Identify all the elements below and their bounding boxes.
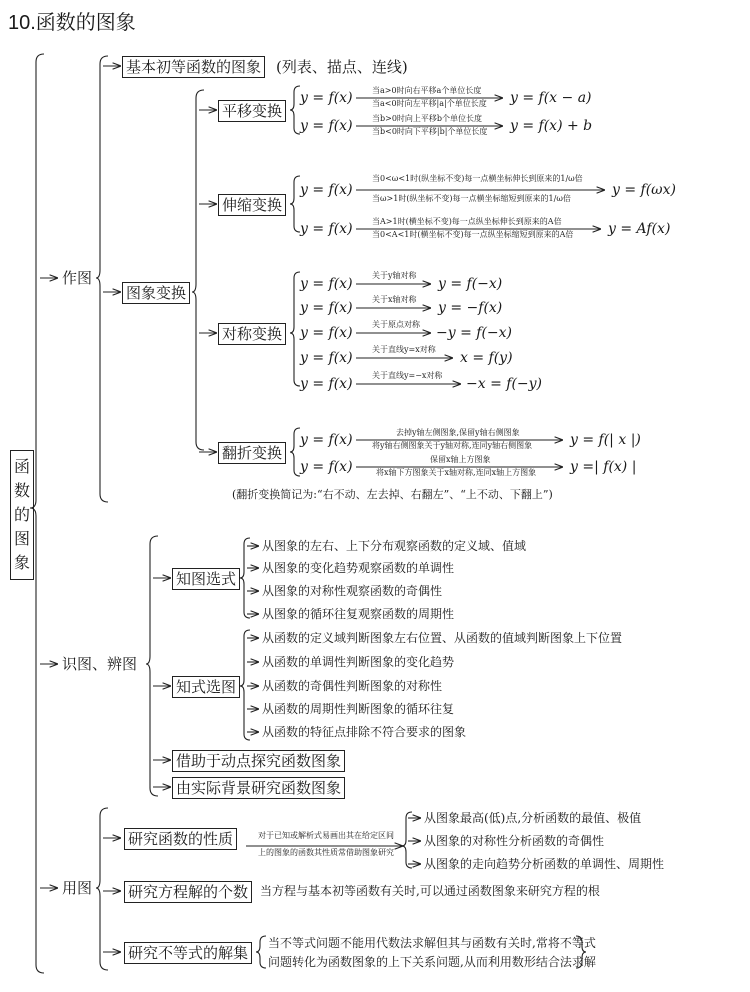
pingyi-r1-rhs: y = f(x − a) <box>510 90 592 106</box>
shensuo-r2-rhs: y = Af(x) <box>608 221 671 237</box>
shensuo-r2-top: 当A>1时(横坐标不变)每一点纵坐标伸长到原来的A倍 <box>372 217 562 226</box>
node-xingzhi: 研究函数的性质 <box>124 828 237 850</box>
duichen-r2-rhs: y = −f(x) <box>438 300 503 316</box>
zhishi-item-1: 从函数的定义域判断图象左右位置、从函数的值域判断图象上下位置 <box>262 631 623 645</box>
zhishi-item-3: 从函数的奇偶性判断图象的对称性 <box>262 679 443 693</box>
duichen-r5-rhs: −x = f(−y) <box>466 376 543 392</box>
xingzhi-item-3: 从图象的走向趋势分析函数的单调性、周期性 <box>424 857 665 871</box>
shensuo-r2-bottom: 当0<A<1时(横坐标不变)每一点纵坐标缩短到原来的A倍 <box>372 230 574 239</box>
duichen-r1-top: 关于y轴对称 <box>372 271 417 280</box>
duichen-r5-top: 关于直线y=−x对称 <box>372 371 443 380</box>
pingyi-r2-top: 当b>0时向上平移b个单位长度 <box>372 114 483 123</box>
node-shitu: 识图、辨图 <box>62 655 138 673</box>
node-fanzhe: 翻折变换 <box>218 442 286 464</box>
fanzhe-r1-bottom: 将y轴右侧图象关于y轴对称,连同y轴右侧图象 <box>372 441 533 450</box>
node-zhishi-xuantu: 知式选图 <box>172 676 240 698</box>
node-shiji-beijing: 由实际背景研究函数图象 <box>172 777 345 799</box>
duichen-r2-lhs: y = f(x) <box>300 300 353 316</box>
node-dongdian: 借助于动点探究函数图象 <box>172 750 345 772</box>
zhitu-item-4: 从图象的循环往复观察函数的周期性 <box>262 607 455 621</box>
root-node: 函数的图象 <box>10 450 34 580</box>
fanzhe-r1-top: 去掉y轴左侧图象,保留y轴右侧图象 <box>396 428 520 437</box>
duichen-r1-lhs: y = f(x) <box>300 276 353 292</box>
zhitu-item-3: 从图象的对称性观察函数的奇偶性 <box>262 584 443 598</box>
duichen-r3-lhs: y = f(x) <box>300 325 353 341</box>
pingyi-r1-bottom: 当a<0时向左平移|a|个单位长度 <box>372 99 487 108</box>
fanzhe-r1-rhs: y = f(| x |) <box>570 432 641 448</box>
shensuo-r1-lhs: y = f(x) <box>300 182 353 198</box>
page-title: 10.函数的图象 <box>8 12 136 34</box>
duichen-r3-rhs: −y = f(−x) <box>436 325 513 341</box>
xingzhi-item-2: 从图象的对称性分析函数的奇偶性 <box>424 834 605 848</box>
duichen-r3-top: 关于原点对称 <box>372 320 420 329</box>
budengshi-text-1: 当不等式问题不能用代数法求解但其与函数有关时,常将不等式 <box>268 936 596 950</box>
zhishi-item-2: 从函数的单调性判断图象的变化趋势 <box>262 655 455 669</box>
duichen-r4-lhs: y = f(x) <box>300 350 353 366</box>
zhitu-item-2: 从图象的变化趋势观察函数的单调性 <box>262 561 455 575</box>
fanzhe-r2-top: 保留x轴上方图象 <box>430 455 491 464</box>
node-zuotu: 作图 <box>62 269 93 287</box>
pingyi-r2-bottom: 当b<0时向下平移|b|个单位长度 <box>372 127 488 136</box>
node-tuxiang-bianhuan: 图象变换 <box>122 282 190 304</box>
duichen-r4-top: 关于直线y=x对称 <box>372 345 436 354</box>
pingyi-r1-top: 当a>0时向右平移a个单位长度 <box>372 86 482 95</box>
basic-functions-note: (列表、描点、连线) <box>276 58 408 76</box>
fanzhe-r2-bottom: 将x轴下方图象关于x轴对称,连同x轴上方图象 <box>376 468 537 477</box>
zhishi-item-5: 从函数的特征点排除不符合要求的图象 <box>262 725 467 739</box>
xingzhi-note-1: 对于已知或解析式易画出其在给定区间 <box>258 831 394 840</box>
duichen-r1-rhs: y = f(−x) <box>438 276 503 292</box>
fanzhe-r2-lhs: y = f(x) <box>300 459 353 475</box>
fangcheng-text: 当方程与基本初等函数有关时,可以通过函数图象来研究方程的根 <box>260 884 600 898</box>
node-fangcheng: 研究方程解的个数 <box>124 881 252 903</box>
zhitu-item-1: 从图象的左右、上下分布观察函数的定义域、值域 <box>262 539 527 553</box>
fanzhe-r2-rhs: y =| f(x) | <box>570 459 637 475</box>
node-budengshi: 研究不等式的解集 <box>124 942 252 964</box>
pingyi-r2-lhs: y = f(x) <box>300 118 353 134</box>
shensuo-r1-rhs: y = f(ωx) <box>612 182 676 198</box>
node-shensuo: 伸缩变换 <box>218 194 286 216</box>
pingyi-r2-rhs: y = f(x) + b <box>510 118 593 134</box>
shensuo-r2-lhs: y = f(x) <box>300 221 353 237</box>
xingzhi-item-1: 从图象最高(低)点,分析函数的最值、极值 <box>424 811 642 825</box>
shensuo-r1-bottom: 当ω>1时(纵坐标不变)每一点横坐标缩短到原来的1/ω倍 <box>372 194 571 203</box>
node-yongtu: 用图 <box>62 879 93 897</box>
shensuo-r1-top: 当0<ω<1时(纵坐标不变)每一点横坐标伸长到原来的1/ω倍 <box>372 174 583 183</box>
node-duichen: 对称变换 <box>218 323 286 345</box>
xingzhi-note-2: 上的图象的函数其性质常借助图象研究 <box>258 848 394 857</box>
duichen-r5-lhs: y = f(x) <box>300 376 353 392</box>
budengshi-text-2: 问题转化为函数图象的上下关系问题,从而利用数形结合法求解 <box>268 955 596 969</box>
fanzhe-r1-lhs: y = f(x) <box>300 432 353 448</box>
fanzhe-note: (翻折变换简记为:“右不动、左去掉、右翻左”、“上不动、下翻上”) <box>232 488 553 501</box>
node-zhitu-xuanshi: 知图选式 <box>172 568 240 590</box>
zhishi-item-4: 从函数的周期性判断图象的循环往复 <box>262 702 455 716</box>
node-pingyi: 平移变换 <box>218 100 286 122</box>
node-basic-functions: 基本初等函数的图象 <box>122 56 265 78</box>
duichen-r2-top: 关于x轴对称 <box>372 295 417 304</box>
pingyi-r1-lhs: y = f(x) <box>300 90 353 106</box>
duichen-r4-rhs: x = f(y) <box>460 350 513 366</box>
